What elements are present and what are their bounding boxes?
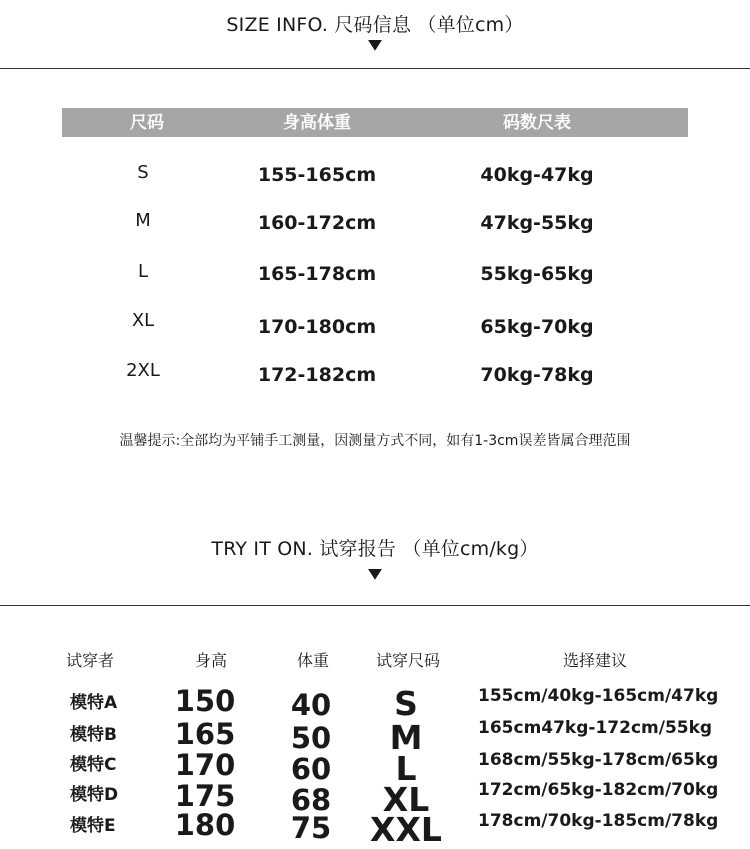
height-cell: 165-178cm <box>257 263 377 285</box>
section-divider <box>0 68 750 69</box>
model-name: 模特E <box>70 816 116 836</box>
size-cell: M <box>135 210 151 231</box>
height-cell: 155-165cm <box>257 164 377 186</box>
header-size-chart: 码数尺表 <box>503 113 571 133</box>
header-tried-size: 试穿尺码 <box>375 651 440 670</box>
model-weight: 40 <box>290 688 332 722</box>
size-advice: 178cm/70kg-185cm/78kg <box>478 811 719 831</box>
height-cell: 160-172cm <box>257 212 377 234</box>
header-advice: 选择建议 <box>562 651 627 670</box>
header-height-weight: 身高体重 <box>283 113 351 133</box>
weight-cell: 70kg-78kg <box>480 364 594 386</box>
size-table-header <box>62 108 688 137</box>
model-weight: 50 <box>290 721 332 755</box>
size-advice: 155cm/40kg-165cm/47kg <box>478 686 719 706</box>
height-cell: 172-182cm <box>257 364 377 386</box>
size-cell: S <box>137 162 149 183</box>
try-on-title: TRY IT ON. 试穿报告 （单位cm/kg） <box>211 538 539 560</box>
model-name: 模特C <box>70 755 117 775</box>
section-divider <box>0 605 750 606</box>
size-info-title: SIZE INFO. 尺码信息 （单位cm） <box>226 14 524 36</box>
model-weight: 75 <box>290 811 332 845</box>
model-height: 150 <box>174 684 236 718</box>
model-name: 模特B <box>70 725 117 745</box>
weight-cell: 47kg-55kg <box>480 212 594 234</box>
height-cell: 170-180cm <box>257 316 377 338</box>
model-height: 180 <box>174 808 236 842</box>
down-arrow-icon: ▼ <box>367 566 383 582</box>
header-weight: 体重 <box>296 651 329 670</box>
model-size: S <box>394 684 418 723</box>
size-advice: 168cm/55kg-178cm/65kg <box>478 750 719 770</box>
weight-cell: 55kg-65kg <box>480 263 594 285</box>
model-size: L <box>395 749 417 788</box>
header-height: 身高 <box>194 651 227 670</box>
size-advice: 172cm/65kg-182cm/70kg <box>478 780 719 800</box>
size-advice: 165cm47kg-172cm/55kg <box>478 718 713 738</box>
model-size: M <box>389 718 423 757</box>
model-weight: 60 <box>290 752 332 786</box>
model-height: 175 <box>174 779 236 813</box>
model-name: 模特D <box>70 785 119 805</box>
size-cell: XL <box>131 310 155 331</box>
model-size: XL <box>382 780 430 819</box>
down-arrow-icon: ▼ <box>367 37 383 53</box>
model-size: XXL <box>370 810 442 849</box>
weight-cell: 40kg-47kg <box>480 164 594 186</box>
model-name: 模特A <box>70 693 118 713</box>
header-size: 尺码 <box>130 113 164 133</box>
measurement-note: 温馨提示:全部均为平铺手工测量，因测量方式不同，如有1-3cm误差皆属合理范围 <box>119 433 631 449</box>
size-cell: 2XL <box>126 360 160 381</box>
size-cell: L <box>137 261 149 282</box>
header-tester: 试穿者 <box>65 651 114 670</box>
model-height: 165 <box>174 717 236 751</box>
weight-cell: 65kg-70kg <box>480 316 594 338</box>
model-height: 170 <box>174 748 236 782</box>
model-weight: 68 <box>290 783 332 817</box>
